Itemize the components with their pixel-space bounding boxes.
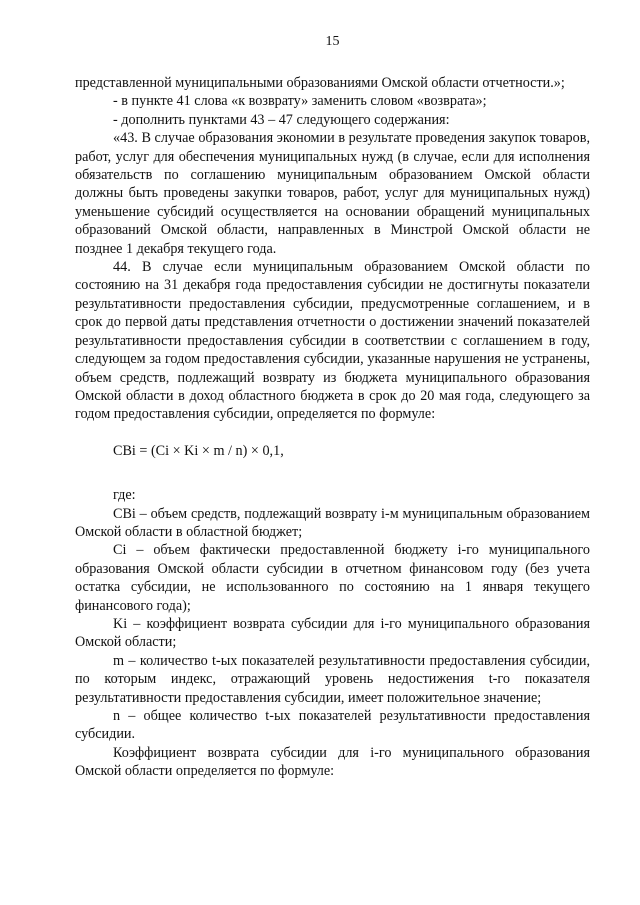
paragraph-continuation: представленной муниципальными образованиями Омской области отчетности.»;	[75, 75, 565, 91]
paragraph-coefficient-intro: Коэффициент возврата субсидии для i-го муниципального образования Омской области определяется по формуле:	[75, 744, 590, 780]
definition-m: m – количество t-ых показателей результативности предоставления субсидии, по которым индекс, отражающий уровень недостижения t-го показателя результативности предоставления субсидии, имеет положительное значение;	[75, 652, 590, 706]
definition-ki: Ki – коэффициент возврата субсидии для i-го муниципального образования Омской области;	[75, 615, 590, 651]
paragraph-point-44: 44. В случае если муниципальным образованием Омской области по состоянию на 31 декабря года предоставления субсидии не достигнуты показатели результативности предоставления субсидии, предусмотренные соглашением, и в срок до первой даты представления отчетности о достижении значений показателей результативности предоставления субсидии в соответствии с соглашением в году, следующем за годом предоставления субсидии, указанные нарушения не устранены, объем средств, подлежащий возврату из бюджета муниципального образования Омской области в доход областного бюджета в срок до 20 мая года, следующего за годом предоставления субсидии, определяется по формуле:	[75, 259, 590, 423]
definition-ci: Ci – объем фактически предоставленной бюджету i-го муниципального образования Омской области субсидии в отчетном финансовом году (без учета остатка субсидии, не использованного по состоянию на 1 января текущего финансового года);	[75, 542, 590, 614]
definition-cvi: СВi – объем средств, подлежащий возврату i-м муниципальным образованием Омской области в областной бюджет;	[75, 505, 590, 540]
definition-n: n – общее количество t-ых показателей результативности предоставления субсидии.	[75, 708, 590, 743]
definitions-intro: где:	[113, 487, 136, 504]
paragraph-point-43: «43. В случае образования экономии в результате проведения закупок товаров, работ, услуг для обеспечения муниципальных нужд (в случае, если для исполнения обязательств по соглашению муниципальным образованием Омской области должны быть проведены закупки товаров, работ, услуг для муниципальных нужд) уменьшение субсидий осуществляется на основании обращений муниципальных образований Омской области, направленных в Минстрой Омской области не позднее 1 декабря текущего года.	[75, 130, 590, 257]
document-body	[75, 74, 590, 781]
formula-return-amount: СВi = (Ci × Ki × m / n) × 0,1,	[113, 442, 284, 459]
paragraph-add-points: - дополнить пунктами 43 – 47 следующего содержания:	[113, 111, 450, 128]
paragraph-amendment-41: - в пункте 41 слова «к возврату» заменить словом «возврата»;	[113, 93, 487, 110]
page-number: 15	[325, 34, 340, 49]
